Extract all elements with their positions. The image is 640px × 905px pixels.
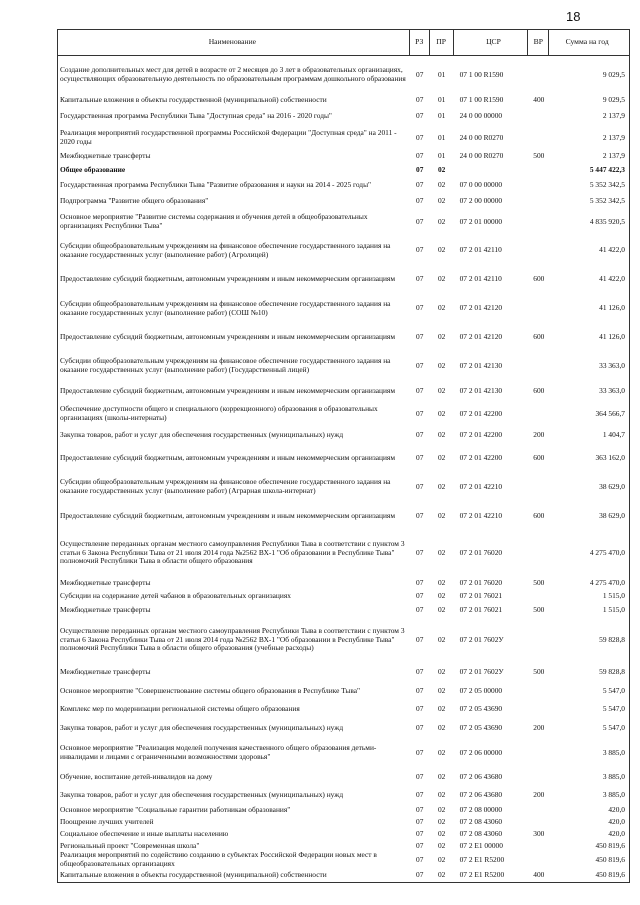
cell-rz: 07 bbox=[416, 590, 424, 600]
cell-csr: 07 2 01 76020 bbox=[459, 577, 503, 587]
cell-name: Предоставление субсидий бюджетным, автономным учреждениям и иным некоммерческим организациям bbox=[60, 385, 396, 395]
cell-rz: 07 bbox=[416, 854, 424, 864]
cell-name: Предоставление субсидий бюджетным, автономным учреждениям и иным некоммерческим организациям bbox=[60, 332, 396, 342]
cell-pr: 02 bbox=[437, 303, 446, 313]
cell-vr bbox=[528, 56, 549, 94]
cell-sum: 41 422,0 bbox=[599, 274, 625, 284]
cell-rz: 07 bbox=[416, 747, 424, 757]
cell-csr: 07 2 01 42130 bbox=[459, 360, 503, 370]
table-row bbox=[58, 828, 629, 840]
cell-vr bbox=[528, 177, 549, 194]
cell-vr bbox=[528, 352, 549, 380]
cell-vr bbox=[528, 816, 549, 828]
cell-vr bbox=[528, 472, 549, 502]
cell-sum: 363 162,0 bbox=[595, 452, 625, 462]
cell-name: Государственная программа Республики Тыва "Доступная среда" на 2016 - 2020 годы" bbox=[60, 111, 332, 121]
cell-sum: 420,0 bbox=[608, 816, 625, 826]
cell-rz: 07 bbox=[416, 452, 424, 462]
cell-pr: 01 bbox=[437, 69, 446, 79]
cell-csr: 07 2 01 76021 bbox=[459, 590, 503, 600]
cell-pr: 02 bbox=[437, 634, 446, 644]
cell-vr bbox=[528, 194, 549, 208]
cell-rz: 07 bbox=[416, 216, 424, 226]
table-row bbox=[58, 294, 629, 323]
cell-pr: 02 bbox=[437, 547, 446, 557]
cell-csr: 07 2 08 43060 bbox=[459, 816, 503, 826]
cell-name: Поощрение лучших учителей bbox=[60, 816, 154, 826]
cell-name: Осуществление переданных органам местного самоуправления Республики Тыва в соответствии с пунктом 3 статьи 6 Закона Республики Тыва от 21 июля 2014 года №2562 ВХ-1 "Об образовании в Республике Тыва" полномочий Республики Тыва в области общего образования (учебные расходы) bbox=[60, 626, 405, 653]
cell-vr bbox=[528, 294, 549, 323]
cell-vr bbox=[528, 126, 549, 150]
cell-sum: 5 547,0 bbox=[602, 703, 625, 713]
cell-rz: 07 bbox=[416, 577, 424, 587]
cell-rz: 07 bbox=[416, 789, 424, 799]
cell-name: Предоставление субсидий бюджетным, автономным учреждениям и иным некоммерческим организациям bbox=[60, 452, 396, 462]
header-csr: ЦСР bbox=[454, 30, 529, 55]
cell-csr: 07 0 00 00000 bbox=[459, 180, 503, 190]
table-body bbox=[58, 56, 629, 882]
cell-name: Осуществление переданных органам местного самоуправления Республики Тыва в соответствии с пунктом 3 статьи 6 Закона Республики Тыва от 21 июля 2014 года №2562 ВХ-1 "Об образовании в Республике Тыва" полномочий Республики Тыва в области общего образования bbox=[60, 539, 405, 566]
cell-vr: 500 bbox=[533, 577, 545, 587]
cell-vr bbox=[528, 530, 549, 576]
table-row bbox=[58, 804, 629, 816]
table-row bbox=[58, 682, 629, 700]
cell-name: Капитальные вложения в объекты государственной (муниципальной) собственности bbox=[60, 95, 327, 105]
cell-pr: 02 bbox=[437, 804, 446, 814]
cell-csr: 07 2 01 42130 bbox=[459, 385, 503, 395]
cell-vr bbox=[528, 852, 549, 868]
cell-csr: 07 2 08 00000 bbox=[459, 804, 503, 814]
cell-pr: 02 bbox=[437, 747, 446, 757]
cell-csr: 07 2 01 76021 bbox=[459, 604, 503, 614]
cell-pr: 02 bbox=[437, 452, 446, 462]
header-pr: ПР bbox=[430, 30, 454, 55]
cell-vr bbox=[528, 768, 549, 786]
cell-rz: 07 bbox=[416, 429, 424, 439]
cell-name: Региональный проект "Современная школа" bbox=[60, 840, 200, 850]
cell-vr: 600 bbox=[533, 332, 545, 342]
cell-name: Предоставление субсидий бюджетным, автономным учреждениям и иным некоммерческим организациям bbox=[60, 510, 396, 520]
cell-csr: 24 0 00 R0270 bbox=[459, 151, 504, 161]
cell-vr bbox=[528, 236, 549, 265]
cell-name: Субсидии общеобразовательным учреждениям на финансовое обеспечение государственного задания на оказание государственных услуг (выполнение работ) (Государственный лицей) bbox=[60, 356, 391, 374]
cell-csr: 07 2 01 42210 bbox=[459, 510, 503, 520]
cell-csr: 07 2 01 42200 bbox=[459, 452, 503, 462]
table-row bbox=[58, 718, 629, 738]
cell-csr: 24 0 00 00000 bbox=[459, 111, 503, 121]
cell-sum: 9 029,5 bbox=[602, 95, 625, 105]
table-row bbox=[58, 852, 629, 868]
cell-pr: 02 bbox=[437, 869, 446, 879]
cell-pr: 02 bbox=[437, 510, 446, 520]
cell-csr: 07 2 06 43680 bbox=[459, 789, 503, 799]
cell-name: Создание дополнительных мест для детей в возрасте от 2 месяцев до 3 лет в образовательных организациях, осуществляющих образовательную деятельность по образовательным программам дошкольного образования bbox=[60, 65, 406, 83]
cell-csr: 07 2 05 43690 bbox=[459, 722, 503, 732]
table-row bbox=[58, 840, 629, 852]
cell-rz: 07 bbox=[416, 771, 424, 781]
cell-pr: 02 bbox=[437, 703, 446, 713]
cell-csr: 07 2 05 43690 bbox=[459, 703, 503, 713]
cell-name: Субсидии общеобразовательным учреждениям на финансовое обеспечение государственного задания на оказание государственных услуг (выполнение работ) (Агролицей) bbox=[60, 240, 391, 259]
cell-name: Межбюджетные трансферты bbox=[60, 666, 151, 676]
cell-rz: 07 bbox=[416, 245, 424, 255]
cell-pr: 02 bbox=[437, 216, 446, 226]
cell-csr: 07 2 06 43680 bbox=[459, 771, 503, 781]
cell-rz: 07 bbox=[416, 385, 424, 395]
cell-pr: 02 bbox=[437, 722, 446, 732]
cell-sum: 59 828,8 bbox=[599, 634, 625, 644]
cell-rz: 07 bbox=[416, 816, 424, 826]
cell-pr: 02 bbox=[437, 590, 446, 600]
cell-sum: 1 515,0 bbox=[602, 604, 625, 614]
cell-pr: 02 bbox=[437, 604, 446, 614]
cell-name: Субсидии общеобразовательным учреждениям на финансовое обеспечение государственного задания на оказание государственных услуг (выполнение работ) (Аграрная школа-интернат) bbox=[60, 477, 391, 495]
cell-sum: 38 629,0 bbox=[599, 510, 625, 520]
cell-rz: 07 bbox=[416, 332, 424, 342]
cell-pr: 02 bbox=[437, 180, 446, 190]
cell-rz: 07 bbox=[416, 869, 424, 879]
cell-pr: 02 bbox=[437, 245, 446, 255]
table-header bbox=[58, 30, 629, 56]
table-row bbox=[58, 323, 629, 352]
header-rz: РЗ bbox=[410, 30, 430, 55]
cell-name: Основное мероприятие "Социальные гарантии работникам образования" bbox=[60, 804, 291, 814]
table-row bbox=[58, 662, 629, 682]
table-row bbox=[58, 265, 629, 294]
cell-rz: 07 bbox=[416, 722, 424, 732]
cell-name: Основное мероприятие "Совершенствование системы общего образования в Республике Тыва" bbox=[60, 685, 361, 695]
cell-rz: 07 bbox=[416, 685, 424, 695]
cell-csr: 07 2 01 42120 bbox=[459, 303, 503, 313]
table-row bbox=[58, 738, 629, 768]
table-row bbox=[58, 816, 629, 828]
cell-sum: 3 885,0 bbox=[602, 747, 625, 757]
cell-csr: 07 2 01 42200 bbox=[459, 408, 503, 418]
cell-pr: 01 bbox=[437, 95, 446, 105]
cell-pr: 02 bbox=[437, 360, 446, 370]
cell-name: Межбюджетные трансферты bbox=[60, 151, 151, 161]
cell-vr: 200 bbox=[533, 722, 545, 732]
table-row bbox=[58, 444, 629, 472]
cell-sum: 38 629,0 bbox=[599, 481, 625, 491]
cell-sum: 5 352 342,5 bbox=[589, 180, 625, 190]
cell-pr: 02 bbox=[437, 332, 446, 342]
cell-name: Основное мероприятие "Реализация моделей получения качественного общего образования детьми-инвалидами и лицами с ограниченными возможностями здоровья" bbox=[60, 743, 377, 761]
cell-sum: 1 515,0 bbox=[602, 590, 625, 600]
page-number: 18 bbox=[566, 9, 581, 24]
cell-sum: 5 547,0 bbox=[602, 685, 625, 695]
cell-vr: 600 bbox=[533, 510, 545, 520]
cell-vr: 400 bbox=[533, 95, 545, 105]
cell-sum: 41 126,0 bbox=[599, 303, 625, 313]
cell-pr: 02 bbox=[437, 577, 446, 587]
table-row bbox=[58, 700, 629, 718]
cell-name: Субсидии общеобразовательным учреждениям на финансовое обеспечение государственного задания на оказание государственных услуг (выполнение работ) (СОШ №10) bbox=[60, 298, 391, 317]
table-row bbox=[58, 163, 629, 177]
table-row bbox=[58, 502, 629, 530]
cell-sum: 5 447 422,3 bbox=[589, 164, 625, 174]
cell-name: Обучение, воспитание детей-инвалидов на дому bbox=[60, 771, 213, 781]
table-row bbox=[58, 107, 629, 126]
cell-csr: 07 2 01 76020 bbox=[459, 547, 503, 557]
cell-vr: 500 bbox=[533, 151, 545, 161]
cell-vr bbox=[528, 107, 549, 126]
cell-rz: 07 bbox=[416, 111, 424, 121]
cell-csr: 07 2 01 7602У bbox=[459, 634, 504, 644]
cell-vr: 500 bbox=[533, 604, 545, 614]
cell-pr: 02 bbox=[437, 840, 446, 850]
cell-sum: 33 363,0 bbox=[599, 385, 625, 395]
cell-rz: 07 bbox=[416, 303, 424, 313]
cell-name: Комплекс мер по модернизации региональной системы общего образования bbox=[60, 703, 300, 713]
cell-rz: 07 bbox=[416, 195, 424, 205]
cell-sum: 1 404,7 bbox=[602, 429, 625, 439]
cell-pr: 02 bbox=[437, 828, 446, 838]
cell-vr bbox=[528, 682, 549, 700]
cell-rz: 07 bbox=[416, 828, 424, 838]
cell-name: Закупка товаров, работ и услуг для обеспечения государственных (муниципальных) нужд bbox=[60, 789, 344, 799]
cell-pr: 02 bbox=[437, 685, 446, 695]
cell-pr: 02 bbox=[437, 195, 446, 205]
cell-vr: 200 bbox=[533, 789, 545, 799]
cell-pr: 02 bbox=[437, 816, 446, 826]
cell-csr: 07 2 01 7602У bbox=[459, 666, 504, 676]
cell-sum: 41 422,0 bbox=[599, 245, 625, 255]
cell-vr bbox=[528, 738, 549, 768]
table-row bbox=[58, 472, 629, 502]
cell-vr: 600 bbox=[533, 274, 545, 284]
cell-name: Закупка товаров, работ и услуг для обеспечения государственных (муниципальных) нужд bbox=[60, 429, 344, 439]
cell-vr bbox=[528, 804, 549, 816]
cell-csr: 07 2 08 43060 bbox=[459, 828, 503, 838]
cell-rz: 07 bbox=[416, 510, 424, 520]
cell-pr: 02 bbox=[437, 854, 446, 864]
cell-pr: 02 bbox=[437, 408, 446, 418]
header-name: Наименование bbox=[58, 30, 410, 55]
cell-sum: 41 126,0 bbox=[599, 332, 625, 342]
table-row bbox=[58, 208, 629, 236]
cell-sum: 2 137,9 bbox=[602, 111, 625, 121]
cell-sum: 3 885,0 bbox=[602, 789, 625, 799]
cell-sum: 3 885,0 bbox=[602, 771, 625, 781]
cell-vr bbox=[528, 700, 549, 718]
cell-pr: 02 bbox=[437, 164, 446, 174]
cell-rz: 07 bbox=[416, 180, 424, 190]
table-row bbox=[58, 426, 629, 444]
cell-csr: 07 2 E1 R5200 bbox=[459, 854, 505, 864]
cell-rz: 07 bbox=[416, 703, 424, 713]
cell-name: Реализация мероприятий государственной программы Российской Федерации "Доступная среда" на 2011 - 2020 годы bbox=[60, 128, 397, 146]
cell-name: Закупка товаров, работ и услуг для обеспечения государственных (муниципальных) нужд bbox=[60, 722, 344, 732]
table-row bbox=[58, 768, 629, 786]
cell-pr: 02 bbox=[437, 385, 446, 395]
cell-rz: 07 bbox=[416, 481, 424, 491]
cell-vr: 200 bbox=[533, 429, 545, 439]
table-row bbox=[58, 602, 629, 618]
cell-csr: 07 1 00 R1590 bbox=[459, 95, 504, 105]
cell-rz: 07 bbox=[416, 666, 424, 676]
cell-csr: 07 2 01 42200 bbox=[459, 429, 503, 439]
cell-vr: 500 bbox=[533, 666, 545, 676]
table-row bbox=[58, 530, 629, 576]
cell-rz: 07 bbox=[416, 360, 424, 370]
cell-csr bbox=[454, 163, 529, 177]
cell-csr: 07 2 06 00000 bbox=[459, 747, 503, 757]
cell-vr: 600 bbox=[533, 452, 545, 462]
cell-rz: 07 bbox=[416, 634, 424, 644]
cell-rz: 07 bbox=[416, 804, 424, 814]
cell-name: Основное мероприятие "Развитие системы содержания и обучения детей в общеобразовательных организациях Республики Тыва" bbox=[60, 212, 368, 230]
cell-vr bbox=[528, 208, 549, 236]
cell-sum: 4 835 920,5 bbox=[589, 216, 625, 226]
cell-csr: 07 2 01 00000 bbox=[459, 216, 503, 226]
table-row bbox=[58, 126, 629, 150]
cell-name: Общее образование bbox=[60, 164, 126, 174]
cell-sum: 364 566,7 bbox=[595, 408, 625, 418]
cell-sum: 450 819,6 bbox=[595, 840, 625, 850]
budget-table bbox=[57, 29, 630, 883]
cell-rz: 07 bbox=[416, 274, 424, 284]
cell-vr bbox=[528, 840, 549, 852]
table-row bbox=[58, 94, 629, 107]
table-row bbox=[58, 150, 629, 163]
cell-rz: 07 bbox=[416, 408, 424, 418]
cell-name: Государственная программа Республики Тыва "Развитие образования и науки на 2014 - 2025 годы" bbox=[60, 180, 372, 190]
table-row bbox=[58, 868, 629, 882]
table-row bbox=[58, 236, 629, 265]
cell-vr bbox=[528, 618, 549, 662]
table-row bbox=[58, 590, 629, 602]
cell-rz: 07 bbox=[416, 164, 424, 174]
cell-sum: 4 275 470,0 bbox=[589, 577, 625, 587]
cell-sum: 420,0 bbox=[608, 804, 625, 814]
cell-pr: 02 bbox=[437, 666, 446, 676]
cell-name: Обеспечение доступности общего и специального (коррекционного) образования в образовательных организациях (школы-интернаты) bbox=[60, 404, 378, 422]
table-row bbox=[58, 177, 629, 194]
cell-pr: 02 bbox=[437, 789, 446, 799]
table-row bbox=[58, 576, 629, 590]
cell-vr bbox=[528, 402, 549, 426]
cell-pr: 01 bbox=[437, 111, 446, 121]
cell-name: Капитальные вложения в объекты государственной (муниципальной) собственности bbox=[60, 869, 327, 879]
cell-sum: 420,0 bbox=[608, 828, 625, 838]
cell-rz: 07 bbox=[416, 840, 424, 850]
cell-csr: 07 2 E1 R5200 bbox=[459, 869, 505, 879]
cell-csr: 24 0 00 R0270 bbox=[459, 132, 504, 142]
cell-sum: 4 275 470,0 bbox=[589, 547, 625, 557]
cell-pr: 02 bbox=[437, 429, 446, 439]
cell-sum: 450 819,6 bbox=[595, 869, 625, 879]
cell-vr bbox=[528, 590, 549, 602]
header-vr: ВР bbox=[528, 30, 549, 55]
table-row bbox=[58, 380, 629, 402]
cell-sum: 5 547,0 bbox=[602, 722, 625, 732]
cell-rz: 07 bbox=[416, 604, 424, 614]
cell-csr: 07 2 01 42110 bbox=[459, 245, 502, 255]
cell-rz: 07 bbox=[416, 547, 424, 557]
cell-sum: 9 029,5 bbox=[602, 69, 625, 79]
cell-name: Подпрограмма "Развитие общего образования" bbox=[60, 195, 209, 205]
cell-name: Социальное обеспечение и иные выплаты населению bbox=[60, 828, 229, 838]
cell-sum: 5 352 342,5 bbox=[589, 195, 625, 205]
cell-vr: 600 bbox=[533, 385, 545, 395]
cell-rz: 07 bbox=[416, 69, 424, 79]
cell-rz: 07 bbox=[416, 95, 424, 105]
cell-name: Субсидии на содержание детей чабанов в образовательных организациях bbox=[60, 590, 291, 600]
table-row bbox=[58, 618, 629, 662]
cell-name: Межбюджетные трансферты bbox=[60, 577, 151, 587]
cell-csr: 07 2 01 42120 bbox=[459, 332, 503, 342]
cell-pr: 02 bbox=[437, 481, 446, 491]
cell-rz: 07 bbox=[416, 151, 424, 161]
cell-sum: 33 363,0 bbox=[599, 360, 625, 370]
header-sum: Сумма на год bbox=[565, 37, 609, 47]
cell-name: Предоставление субсидий бюджетным, автономным учреждениям и иным некоммерческим организациям bbox=[60, 274, 396, 284]
cell-pr: 02 bbox=[437, 771, 446, 781]
cell-csr: 07 2 00 00000 bbox=[459, 195, 503, 205]
cell-pr: 01 bbox=[437, 132, 446, 142]
cell-csr: 07 2 01 42110 bbox=[459, 274, 502, 284]
table-row bbox=[58, 402, 629, 426]
table-row bbox=[58, 56, 629, 94]
cell-sum: 450 819,6 bbox=[595, 854, 625, 864]
cell-csr: 07 2 05 00000 bbox=[459, 685, 503, 695]
cell-csr: 07 1 00 R1590 bbox=[459, 69, 504, 79]
cell-csr: 07 2 01 42210 bbox=[459, 481, 503, 491]
cell-pr: 02 bbox=[437, 274, 446, 284]
cell-name: Реализация мероприятий по содействию созданию в субъектах Российской Федерации новых мест в общеобразовательных организациях bbox=[60, 852, 377, 868]
cell-vr: 400 bbox=[533, 869, 545, 879]
cell-vr bbox=[528, 163, 549, 177]
cell-name: Межбюджетные трансферты bbox=[60, 604, 151, 614]
cell-pr: 01 bbox=[437, 151, 446, 161]
cell-sum: 59 828,8 bbox=[599, 666, 625, 676]
table-row bbox=[58, 786, 629, 804]
cell-sum: 2 137,9 bbox=[602, 132, 625, 142]
cell-sum: 2 137,9 bbox=[602, 151, 625, 161]
cell-vr: 300 bbox=[533, 828, 545, 838]
table-row bbox=[58, 194, 629, 208]
cell-rz: 07 bbox=[416, 132, 424, 142]
cell-csr: 07 2 E1 00000 bbox=[459, 840, 503, 850]
table-row bbox=[58, 352, 629, 380]
